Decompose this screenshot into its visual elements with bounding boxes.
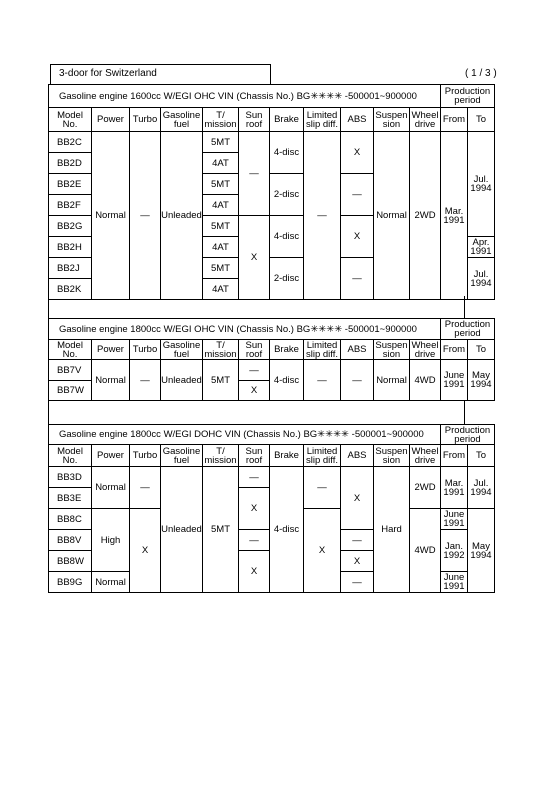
abs-cell: X [341, 132, 374, 174]
document-title-box [50, 64, 271, 84]
model-no: BB2E [49, 174, 92, 195]
production-from-cell: June 1991 [441, 509, 468, 530]
col-fuel: Gasoline fuel [161, 340, 203, 360]
col-sunroof: Sun roof [239, 108, 270, 132]
col-model: Model No. [49, 340, 92, 360]
col-turbo: Turbo [130, 108, 161, 132]
model-no: BB8C [49, 509, 92, 530]
transmission-cell: 5MT [203, 216, 239, 237]
power-cell: Normal [92, 572, 130, 593]
production-to-cell: May 1994 [468, 509, 495, 593]
col-brake: Brake [270, 108, 304, 132]
suspension-cell: Hard [374, 467, 410, 593]
turbo-cell: X [130, 509, 161, 593]
model-no: BB2C [49, 132, 92, 153]
spec-table-1800-ohc [48, 318, 495, 401]
transmission-cell: 5MT [203, 132, 239, 153]
spec-table-1800-dohc [48, 424, 495, 593]
sunroof-cell: — [239, 132, 270, 216]
lsd-cell: — [304, 360, 341, 401]
transmission-cell: 5MT [203, 174, 239, 195]
section-caption: Gasoline engine 1800cc W/EGI OHC VIN (Chassis No.) BG✳✳✳✳ -500001~900000 [49, 319, 441, 340]
transmission-cell: 4AT [203, 153, 239, 174]
abs-cell: — [341, 530, 374, 551]
production-to-cell: May 1994 [468, 360, 495, 401]
production-to-cell: Jul. 1994 [468, 132, 495, 237]
model-no: BB3E [49, 488, 92, 509]
col-abs: ABS [341, 108, 374, 132]
production-period-header: Production period [441, 319, 495, 340]
col-turbo: Turbo [130, 445, 161, 467]
col-from: From [441, 108, 468, 132]
lsd-cell: — [304, 467, 341, 509]
turbo-cell: — [130, 360, 161, 401]
transmission-cell: 5MT [203, 258, 239, 279]
col-trans: T/ mission [204, 109, 237, 130]
col-power: Power [92, 108, 130, 132]
col-sunroof: Sun roof [239, 445, 270, 467]
model-no: BB3D [49, 467, 92, 488]
fuel-cell: Unleaded [161, 467, 203, 593]
sunroof-cell: X [239, 551, 270, 593]
production-to-cell: Jul. 1994 [468, 258, 495, 300]
col-power: Power [92, 445, 130, 467]
abs-cell: X [341, 467, 374, 530]
sunroof-cell: — [239, 467, 270, 488]
lsd-cell: X [304, 509, 341, 593]
lsd-cell: — [304, 132, 341, 300]
model-no: BB9G [49, 572, 92, 593]
wheel-drive-cell: 2WD [410, 467, 441, 509]
col-sunroof: Sun roof [239, 340, 270, 360]
fuel-cell: Unleaded [161, 360, 203, 401]
col-turbo: Turbo [130, 340, 161, 360]
wheel-drive-cell: 4WD [410, 509, 441, 593]
brake-cell: 4-disc [270, 216, 304, 258]
col-fuel: Gasoline fuel [161, 445, 203, 467]
col-brake: Brake [270, 340, 304, 360]
suspension-cell: Normal [374, 132, 410, 300]
model-no: BB2J [49, 258, 92, 279]
col-from: From [441, 340, 468, 360]
spec-table-1600-ohc [48, 84, 495, 300]
brake-cell: 2-disc [270, 258, 304, 300]
section-spacer [48, 400, 465, 424]
model-no: BB7W [49, 381, 92, 401]
model-no: BB8W [49, 551, 92, 572]
col-to: To [468, 445, 495, 467]
col-from: From [441, 445, 468, 467]
model-no: BB2K [49, 279, 92, 300]
transmission-cell: 4AT [203, 195, 239, 216]
transmission-cell: 5MT [203, 360, 239, 401]
sunroof-cell: X [239, 488, 270, 530]
sunroof-cell: — [239, 360, 270, 381]
wheel-drive-cell: 2WD [410, 132, 441, 300]
col-to: To [468, 340, 495, 360]
production-from-cell: Jan. 1992 [441, 530, 468, 572]
production-from-cell: Mar. 1991 [441, 132, 468, 300]
sunroof-cell: — [239, 530, 270, 551]
model-no: BB7V [49, 360, 92, 381]
model-no: BB2H [49, 237, 92, 258]
sunroof-cell: X [239, 381, 270, 401]
model-no: BB2D [49, 153, 92, 174]
power-cell: Normal [92, 132, 130, 300]
production-period-header: Production period [441, 425, 495, 445]
suspension-cell: Normal [374, 360, 410, 401]
col-suspension: Suspen sion [375, 445, 408, 466]
col-wheel-drive: Wheel drive [410, 108, 441, 132]
wheel-drive-cell: 4WD [410, 360, 441, 401]
col-wheel-drive: Wheel drive [410, 445, 441, 467]
col-abs: ABS [341, 340, 374, 360]
production-period-header: Production period [441, 85, 495, 108]
section-caption: Gasoline engine 1800cc W/EGI DOHC VIN (Chassis No.) BG✳✳✳✳ -500001~900000 [49, 425, 441, 445]
power-cell: Normal [92, 360, 130, 401]
col-lsd: Limited slip diff. [304, 340, 341, 360]
production-from-cell: June 1991 [441, 360, 468, 401]
page-number: ( 1 / 3 ) [465, 68, 497, 79]
col-brake: Brake [270, 445, 304, 467]
col-to: To [468, 108, 495, 132]
col-suspension: Suspen sion [375, 339, 408, 360]
col-model: Model No. [49, 445, 92, 467]
power-cell: High [92, 509, 130, 572]
col-trans: T/ mission [204, 339, 237, 360]
fuel-cell: Unleaded [161, 132, 203, 300]
abs-cell: — [341, 360, 374, 401]
model-no: BB8V [49, 530, 92, 551]
col-model: Model No. [49, 108, 92, 132]
turbo-cell: — [130, 467, 161, 509]
brake-cell: 4-disc [270, 467, 304, 593]
col-wheel-drive: Wheel drive [410, 340, 441, 360]
section-spacer [48, 296, 465, 318]
abs-cell: — [341, 258, 374, 300]
document-title: 3-door for Switzerland [59, 68, 157, 79]
transmission-cell: 4AT [203, 279, 239, 300]
abs-cell: X [341, 216, 374, 258]
col-lsd: Limited slip diff. [304, 108, 341, 132]
sunroof-cell: X [239, 216, 270, 300]
turbo-cell: — [130, 132, 161, 300]
model-no: BB2F [49, 195, 92, 216]
col-lsd: Limited slip diff. [304, 445, 341, 467]
production-to-cell: Jul. 1994 [468, 467, 495, 509]
production-from-cell: Mar. 1991 [441, 467, 468, 509]
col-trans: T/ mission [204, 445, 237, 466]
col-abs: ABS [341, 445, 374, 467]
section-caption: Gasoline engine 1600cc W/EGI OHC VIN (Chassis No.) BG✳✳✳✳ -500001~900000 [49, 85, 441, 108]
col-power: Power [92, 340, 130, 360]
production-from-cell: June 1991 [441, 572, 468, 593]
abs-cell: — [341, 572, 374, 593]
abs-cell: — [341, 174, 374, 216]
brake-cell: 2-disc [270, 174, 304, 216]
col-suspension: Suspen sion [375, 109, 408, 130]
abs-cell: X [341, 551, 374, 572]
model-no: BB2G [49, 216, 92, 237]
production-to-cell: Apr. 1991 [468, 237, 495, 258]
power-cell: Normal [92, 467, 130, 509]
brake-cell: 4-disc [270, 360, 304, 401]
col-fuel: Gasoline fuel [161, 108, 203, 132]
transmission-cell: 5MT [203, 467, 239, 593]
brake-cell: 4-disc [270, 132, 304, 174]
transmission-cell: 4AT [203, 237, 239, 258]
